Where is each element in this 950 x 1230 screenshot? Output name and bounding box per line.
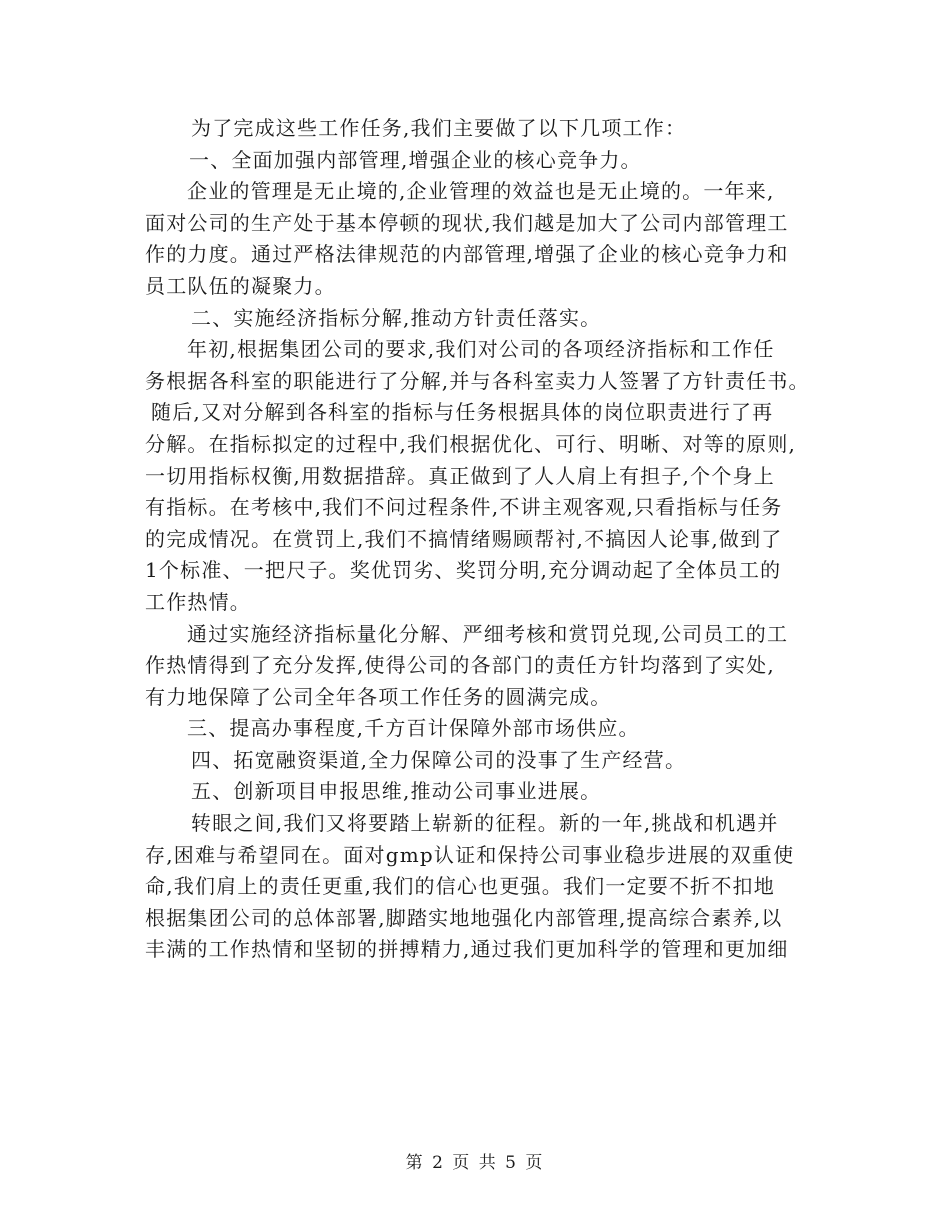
paragraph-line: 丰满的工作热情和坚韧的拼搏精力,通过我们更加科学的管理和更加细 <box>145 937 789 962</box>
paragraph-line: 通过实施经济指标量化分解、严细考核和赏罚兑现,公司员工的工 <box>187 621 789 646</box>
paragraph-line: 作的力度。通过严格法律规范的内部管理,增强了企业的核心竞争力和 <box>145 242 789 267</box>
paragraph-line: 务根据各科室的职能进行了分解,并与各科室卖力人签署了方针责任书。 <box>145 368 810 393</box>
section-heading-5: 五、创新项目申报思维,推动公司事业进展。 <box>191 779 602 804</box>
paragraph-line: 年初,根据集团公司的要求,我们对公司的各项经济指标和工作任 <box>187 337 775 362</box>
document-body <box>145 113 825 966</box>
paragraph-line: 有指标。在考核中,我们不问过程条件,不讲主观客观,只看指标与任务 <box>145 495 783 520</box>
paragraph-line: 面对公司的生产处于基本停顿的现状,我们越是加大了公司内部管理工 <box>145 210 789 235</box>
paragraph-line: 的完成情况。在赏罚上,我们不搞情绪赐顾帮衬,不搞因人论事,做到了 <box>145 526 783 551</box>
section-heading-4: 四、拓宽融资渠道,全力保障公司的没事了生产经营。 <box>191 747 687 772</box>
page-number-footer: 第 2 页 共 5 页 <box>405 1153 545 1173</box>
paragraph-line: 有力地保障了公司全年各项工作任务的圆满完成。 <box>145 684 612 709</box>
paragraph-line: 为了完成这些工作任务,我们主要做了以下几项工作： <box>191 116 687 140</box>
paragraph-line: 根据集团公司的总体部署,脚踏实地地强化内部管理,提高综合素养,以 <box>145 905 783 930</box>
section-heading-2: 二、实施经济指标分解,推动方针责任落实。 <box>191 305 602 330</box>
paragraph-line: 工作热情。 <box>145 589 251 614</box>
paragraph-line: 作热情得到了充分发挥,使得公司的各部门的责任方针均落到了实处, <box>145 653 775 678</box>
paragraph-line: 转眼之间,我们又将要踏上崭新的征程。新的一年,挑战和机遇并 <box>191 811 779 836</box>
section-heading-1: 一、全面加强内部管理,增强企业的核心竞争力。 <box>189 147 642 172</box>
paragraph-line: 存,困难与希望同在。面对gmp认证和保持公司事业稳步进展的双重使 <box>145 842 795 867</box>
paragraph-line: 命,我们肩上的责任更重,我们的信心也更强。我们一定要不折不扣地 <box>145 874 775 899</box>
section-heading-3: 三、提高办事程度,千方百计保障外部市场供应。 <box>187 716 640 741</box>
paragraph-line: 随后,又对分解到各科室的指标与任务根据具体的岗位职责进行了再 <box>151 400 774 425</box>
paragraph-line: 企业的管理是无止境的,企业管理的效益也是无止境的。一年来, <box>187 179 775 204</box>
paragraph-line: 分解。在指标拟定的过程中,我们根据优化、可行、明晰、对等的原则, <box>145 431 797 456</box>
paragraph-line: 员工队伍的凝聚力。 <box>145 273 336 298</box>
paragraph-line: 一切用指标权衡,用数据措辞。真正做到了人人肩上有担子,个个身上 <box>145 463 775 488</box>
paragraph-line: 1个标准、一把尺子。奖优罚劣、奖罚分明,充分调动起了全体员工的 <box>145 558 782 583</box>
